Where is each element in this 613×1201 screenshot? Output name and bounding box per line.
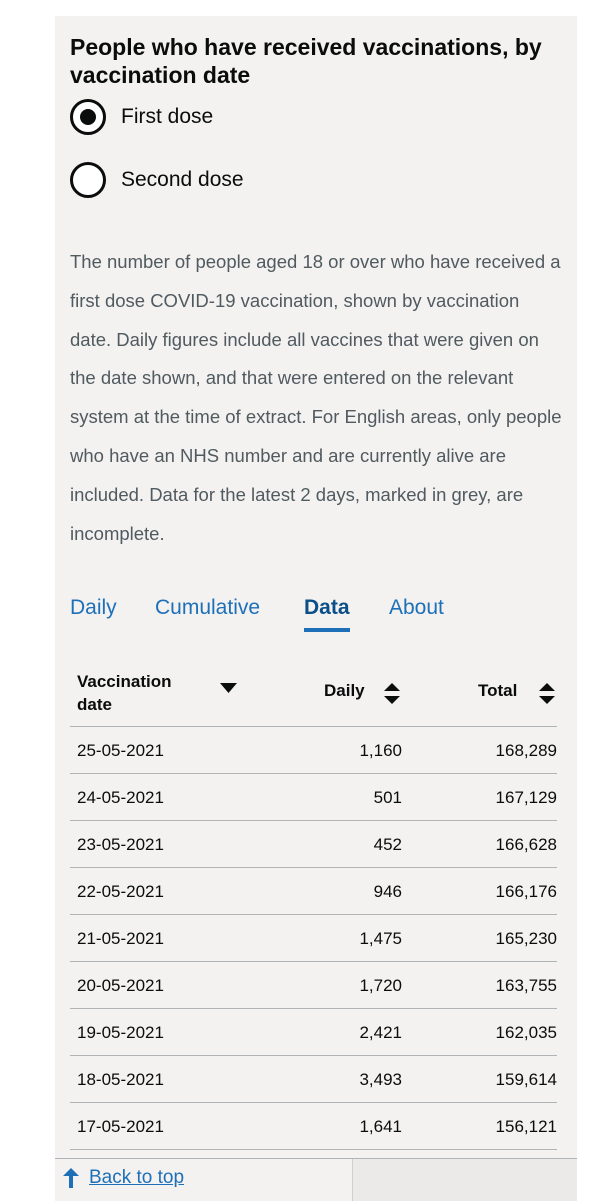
back-to-top-bar xyxy=(55,1158,577,1201)
cell-date: 24-05-2021 xyxy=(77,788,164,807)
adjacent-panel xyxy=(353,1159,577,1201)
cell-date: 19-05-2021 xyxy=(77,1023,164,1042)
radio-selected-icon xyxy=(70,99,106,135)
cell-daily: 1,641 xyxy=(359,1117,402,1136)
cell-total: 162,035 xyxy=(495,1023,557,1042)
tab-about[interactable]: About xyxy=(389,596,444,619)
radio-dot xyxy=(80,109,96,125)
header-vaccination-date[interactable]: Vaccination date xyxy=(77,672,172,714)
header-total[interactable]: Total xyxy=(478,681,518,700)
cell-date: 25-05-2021 xyxy=(77,741,164,760)
description-text: The number of people aged 18 or over who have received a first dose COVID-19 vaccination, shown by vaccination date. Daily figures include all vaccines that were given on the date shown, and that were entered on the relevant system at the time of extract. For English areas, only people who have an NHS number and are currently alive are included. Data for the latest 2 days, marked in grey, are incomplete. xyxy=(70,251,562,544)
cell-total: 156,121 xyxy=(495,1117,557,1136)
table-row xyxy=(70,1103,557,1150)
cell-total: 167,129 xyxy=(495,788,557,807)
cell-date: 22-05-2021 xyxy=(77,882,164,901)
radio-unselected-icon xyxy=(70,162,106,198)
cell-daily: 1,160 xyxy=(359,741,402,760)
second-dose-radio[interactable] xyxy=(70,162,244,198)
header-daily[interactable]: Daily xyxy=(324,681,365,700)
sort-descending-icon[interactable] xyxy=(220,683,237,693)
cell-daily: 946 xyxy=(373,882,402,901)
panel-title: People who have received vaccinations, by vaccination date xyxy=(70,34,542,88)
second-dose-label: Second dose xyxy=(121,168,244,191)
data-table xyxy=(70,664,557,1150)
table-row xyxy=(70,727,557,774)
tab-daily[interactable]: Daily xyxy=(70,596,117,619)
first-dose-radio[interactable] xyxy=(70,99,213,135)
back-to-top-link[interactable] xyxy=(63,1167,184,1189)
cell-daily: 501 xyxy=(373,788,402,807)
cell-total: 166,176 xyxy=(495,882,557,901)
cell-date: 21-05-2021 xyxy=(77,929,164,948)
table-row xyxy=(70,774,557,821)
cell-date: 20-05-2021 xyxy=(77,976,164,995)
table-row xyxy=(70,1056,557,1103)
cell-daily: 1,475 xyxy=(359,929,402,948)
arrow-up-icon xyxy=(63,1168,79,1188)
cell-daily: 452 xyxy=(373,835,402,854)
cell-total: 159,614 xyxy=(495,1070,557,1089)
sort-both-icon[interactable] xyxy=(539,683,555,705)
cell-daily: 2,421 xyxy=(359,1023,402,1042)
table-row xyxy=(70,868,557,915)
table-row xyxy=(70,1009,557,1056)
table-header xyxy=(70,664,557,727)
active-tab-underline xyxy=(304,628,350,632)
back-to-top-label: Back to top xyxy=(89,1167,185,1188)
cell-total: 168,289 xyxy=(495,741,557,760)
cell-total: 165,230 xyxy=(495,929,557,948)
cell-daily: 3,493 xyxy=(359,1070,402,1089)
cell-date: 23-05-2021 xyxy=(77,835,164,854)
table-row xyxy=(70,915,557,962)
cell-date: 17-05-2021 xyxy=(77,1117,164,1136)
cell-total: 166,628 xyxy=(495,835,557,854)
tab-cumulative[interactable]: Cumulative xyxy=(155,596,261,619)
cell-date: 18-05-2021 xyxy=(77,1070,164,1089)
table-row xyxy=(70,821,557,868)
cell-daily: 1,720 xyxy=(359,976,402,995)
tab-data[interactable] xyxy=(304,596,350,620)
table-row xyxy=(70,962,557,1009)
tab-data-label: Data xyxy=(304,596,350,619)
cell-total: 163,755 xyxy=(495,976,557,995)
sort-both-icon[interactable] xyxy=(384,683,400,705)
first-dose-label: First dose xyxy=(121,105,214,128)
